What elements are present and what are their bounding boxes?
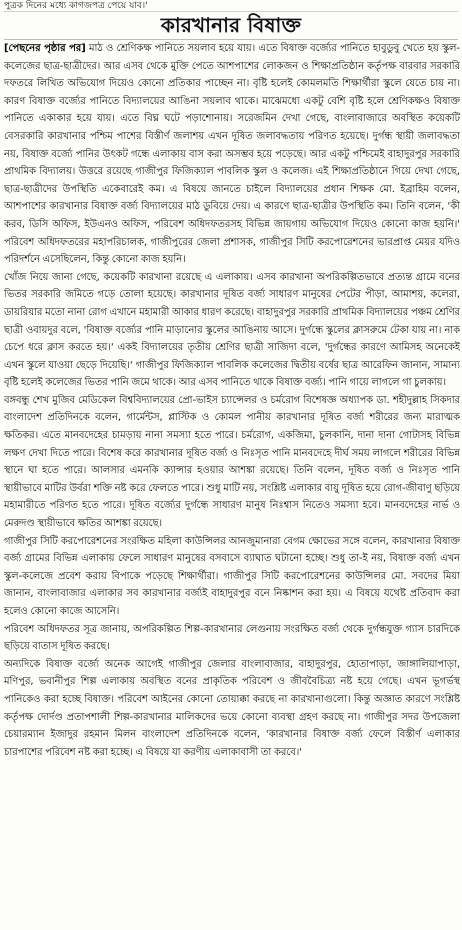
article-paragraph-5: পরিবেশ অধিদফতর সূত্র জানায়, অপরিকল্পিত শিল্প-কারখানার লেগুনায় সংরক্ষিত বর্জ্য থেকে দুর্গন্ধযুক্ত গ্যাস চারদিকে ছড়িয়ে বাতাস দূষিত করছে। [4, 623, 460, 653]
article-body [4, 40, 460, 926]
previous-article-snippet: পুত্রক দিনের মধ্যে কাগজপত্র পেয়ে যাব।' [4, 1, 148, 11]
article-paragraph-3: বঙ্গবন্ধু শেখ মুজিব মেডিকেল বিশ্ববিদ্যালয়ের প্রো-ভাইস চ্যান্সেলর ও চর্মরোগ বিশেষজ্ঞ অধ্যাপক ডা. শহীদুল্লাহ সিকদার বাংলাদেশ প্রতিদিনকে বলেন, গার্মেন্টস, প্লাস্টিক ও কোমল পানীয় কারখানার দূষিত বর্জ্য শরীরের জন্য মারাত্মক ক্ষতিকর। এতে মানবদেহের চামড়ায় নানা সমস্যা হতে পারে। চর্মরোগ, একজিমা, চুলকানি, দানা দানা গোটাসহ বিভিন্ন লক্ষণ দেখা দিতে পারে। বিশেষ করে কারখানার দূষিত বর্জ্য ও নিঃসৃত পানি মানবদেহে দীর্ঘ সময় লাগলে শরীরের বিভিন্ন স্থানে ঘা হতে পারে। আলসার এমনকি ক্যান্সার হওয়ার আশঙ্কা রয়েছে। তিনি বলেন, দূষিত বর্জ্য ও নিঃসৃত পানি স্থায়ীভাবে মাটির উর্বরা শক্তি নষ্ট করে ফেলতে পারে। শুধু মাটি নয়, সংশ্লিষ্ট এলাকার বায়ু দূষিত হয়ে রোগ-জীবাণু ছড়িয়ে মহামারীতে পরিণত হতে পারে। দূষিত বর্জ্যের দুর্গন্ধে সাধারণ মানুষ নিঃশ্বাস নিতেও সমস্যা হবে। মানবদেহের নার্ভ ও মেরুদণ্ড স্থায়ীভাবে ক্ষতির আশঙ্কা রয়েছে। [4, 394, 460, 530]
headline: কারখানার বিষাক্ত [160, 13, 302, 37]
article-paragraph-4: গাজীপুর সিটি করপোরেশনের সংরক্ষিত মহিলা কাউন্সিলর আনজুমানারা বেগম ক্ষোভের সঙ্গে বলেন, কারখানার বিষাক্ত বর্জ্য গ্রামের বিভিন্ন এলাকায় ফেলে সাধারণ মানুষের বসবাসে ব্যাঘাত ঘটানো হচ্ছে। শুধু তা-ই নয়, বিষাক্ত বর্জ্য এখন স্কুল-কলেজে প্রবেশ করায় বিপাকে পড়েছে শিক্ষার্থীরা। গাজীপুর সিটি করপোরেশনের কাউন্সিলর মো. সবদের মিয়া জানান, বাংলাবাজার এলাকার সব কারখানার বর্জ্যই বাহাদুরপুর বনে নিষ্কাশন করা হয়। এ বিষয়ে যথেষ্ট প্রতিবাদ করা হলেও কোনো কাজে আসেনি। [4, 535, 460, 617]
article-paragraph-6: অন্যদিকে বিষাক্ত বর্জ্যে অনেক আগেই গাজীপুর জেলার বাংলাবাজার, বাহাদুরপুর, হোতাপাড়া, জাঙ্গালিয়াপাড়া, মণিপুর, ভবানীপুর শিল্প এলাকায় অবস্থিত বনের প্রাকৃতিক পরিবেশ ও জীববৈচিত্র্য নষ্ট হয়ে গেছে। এখন ভূগর্ভস্থ পানিকেও করা হচ্ছে বিষাক্ত। পরিবেশ আইনের কোনো তোয়াক্কা করছে না কারখানাগুলো। কিন্তু অজ্ঞাত কারণে সংশ্লিষ্ট কর্তৃপক্ষ দোর্দণ্ড প্রতাপশালী শিল্প-কারখানার মালিকদের ভয়ে কোনো ব্যবস্থা গ্রহণ করছে না। গাজীপুর সদর উপজেলা চেয়ারম্যান ইজাদুর রহমান মিলন বাংলাদেশ প্রতিদিনকে বলেন, 'কারখানার বিষাক্ত বর্জ্য ফেলে বিস্তীর্ণ এলাকার চারপাশের পরিবেশ নষ্ট করা হচ্ছে। এ বিষয়ে যা করণীয় এলাকাবাসী তা করবে।' [4, 658, 460, 758]
headline-box [4, 11, 458, 40]
paragraph-text: মাঠ ও শ্রেণিকক্ষ পানিতে সয়লাব হয়ে যায়। এতে বিষাক্ত বর্জ্যের পানিতে হাবুডুবু খেতে হয় স্কুল-কলেজের ছাত্র-ছাত্রীদের। আর এসব থেকে মুক্তি পেতে আশপাশের লোকজন ও শিক্ষাপ্রতিষ্ঠান কর্তৃপক্ষ বারবার সরকারি দফতরে লিখিত অভিযোগ দিয়েও কোনো প্রতিকার পাচ্ছেন না। বৃষ্টি হলেই কোমলমতি শিক্ষার্থীরা স্কুলে যেতে চায় না। কারণ বিষাক্ত বর্জ্যের পানিতে বিদ্যালয়ের আঙিনা সয়লাব থাকে। মাঝেমধ্যে একটু বেশি বৃষ্টি হলে শ্রেণিকক্ষও বিষাক্ত পানিতে একাকার হয়ে যায়। এতে বিঘ্ন ঘটে পড়াশোনায়। সরেজমিন দেখা গেছে, বাংলাবাজারে অবস্থিত কয়েকটি বেসরকারি কারখানার পশ্চিম পাশের বিস্তীর্ণ জলাশয় এখন দূষিত জলাবদ্ধতায় পরিণত হয়েছে। দুর্গন্ধ স্থায়ী জলাবদ্ধতা নয়, বিষাক্ত বর্জ্যে পানির উৎকট গন্ধে এলাকায় বাস করা অসম্ভব হয়ে পড়েছে। আর একটু পশ্চিমেই বাহাদুরপুর সরকারি প্রাথমিক বিদ্যালয়। উত্তরে রয়েছে গাজীপুর ফিজিক্যাল পাবলিক স্কুল ও কলেজ। এই শিক্ষাপ্রতিষ্ঠানে গিয়ে দেখা গেছে, ছাত্র-ছাত্রীদের উপস্থিতি একেবারেই কম। এ বিষয়ে জানতে চাইলে বিদ্যালয়ের প্রধান শিক্ষক মো. ইব্রাহিম বলেন, আশপাশের কারখানার বিষাক্ত বর্জ্য বিদ্যালয়ের মাঠ ডুবিয়ে দেয়। এ কারণে ছাত্র-ছাত্রীর উপস্থিতি কম। তিনি বলেন, 'কী করব, ডিসি অফিস, ইউএনও অফিস, পরিবেশ অধিদফতরসহ বিভিন্ন জায়গায় অভিযোগ দিয়েও কোনো কাজ হয়নি।' পরিবেশ অধিদফতরের মহাপরিচালক, গাজীপুরের জেলা প্রশাসক, গাজীপুর সিটি করপোরেশনের ভারপ্রাপ্ত মেয়র যদিও পরিদর্শনে এসেছিলেন, কিন্তু কোনো কাজ হয়নি। [4, 43, 460, 266]
article-paragraph-2: খোঁজ নিয়ে জানা গেছে, কয়েকটি কারখানা রয়েছে এ এলাকায়। এসব কারখানা অপরিকল্পিতভাবে প্রত্যন্ত গ্রামে বনের ভিতর সরকারি জমিতে গড়ে তোলা হয়েছে। কারখানার দূষিত বর্জ্য সাধারণ মানুষের পেটের পীড়া, আমাশয়, কলেরা, ডায়রিয়ার মতো নানা রোগ এখানে মহামারী আকার ধারণ করেছে। বাহাদুরপুর সরকারি প্রাথমিক বিদ্যালয়ের পঞ্চম শ্রেণির ছাত্রী ওবায়দুর বলে, 'বিষাক্ত বর্জ্যের পানি মাড়ানোর স্কুলের আঙিনায় আসে। দুর্গন্ধে স্কুলের ক্লাসরুমে টেকা যায় না। নাক চেপে ধরে ক্লাস করতে হয়।' একই বিদ্যালয়ের তৃতীয় শ্রেণির ছাত্রী সাজিদা বলে, 'দুর্গন্ধের কারণে আমিসহ অনেকেই এখন স্কুলে যাওয়া ছেড়ে দিয়েছি।' গাজীপুর ফিজিক্যাল পাবলিক কলেজের দ্বিতীয় বর্ষের ছাত্র আরেফিন জানান, সামান্য বৃষ্টি হলেই কলেজের ভিতর পানি জমে থাকে। আর এসব পানিতে থাকে বিষাক্ত বর্জ্য। পানি গায়ে লাগলে গা চুলকায়। [4, 271, 460, 389]
continued-from-tag: [পেছনের পৃষ্ঠার পর] [4, 43, 86, 54]
article-paragraph-1 [4, 40, 460, 269]
